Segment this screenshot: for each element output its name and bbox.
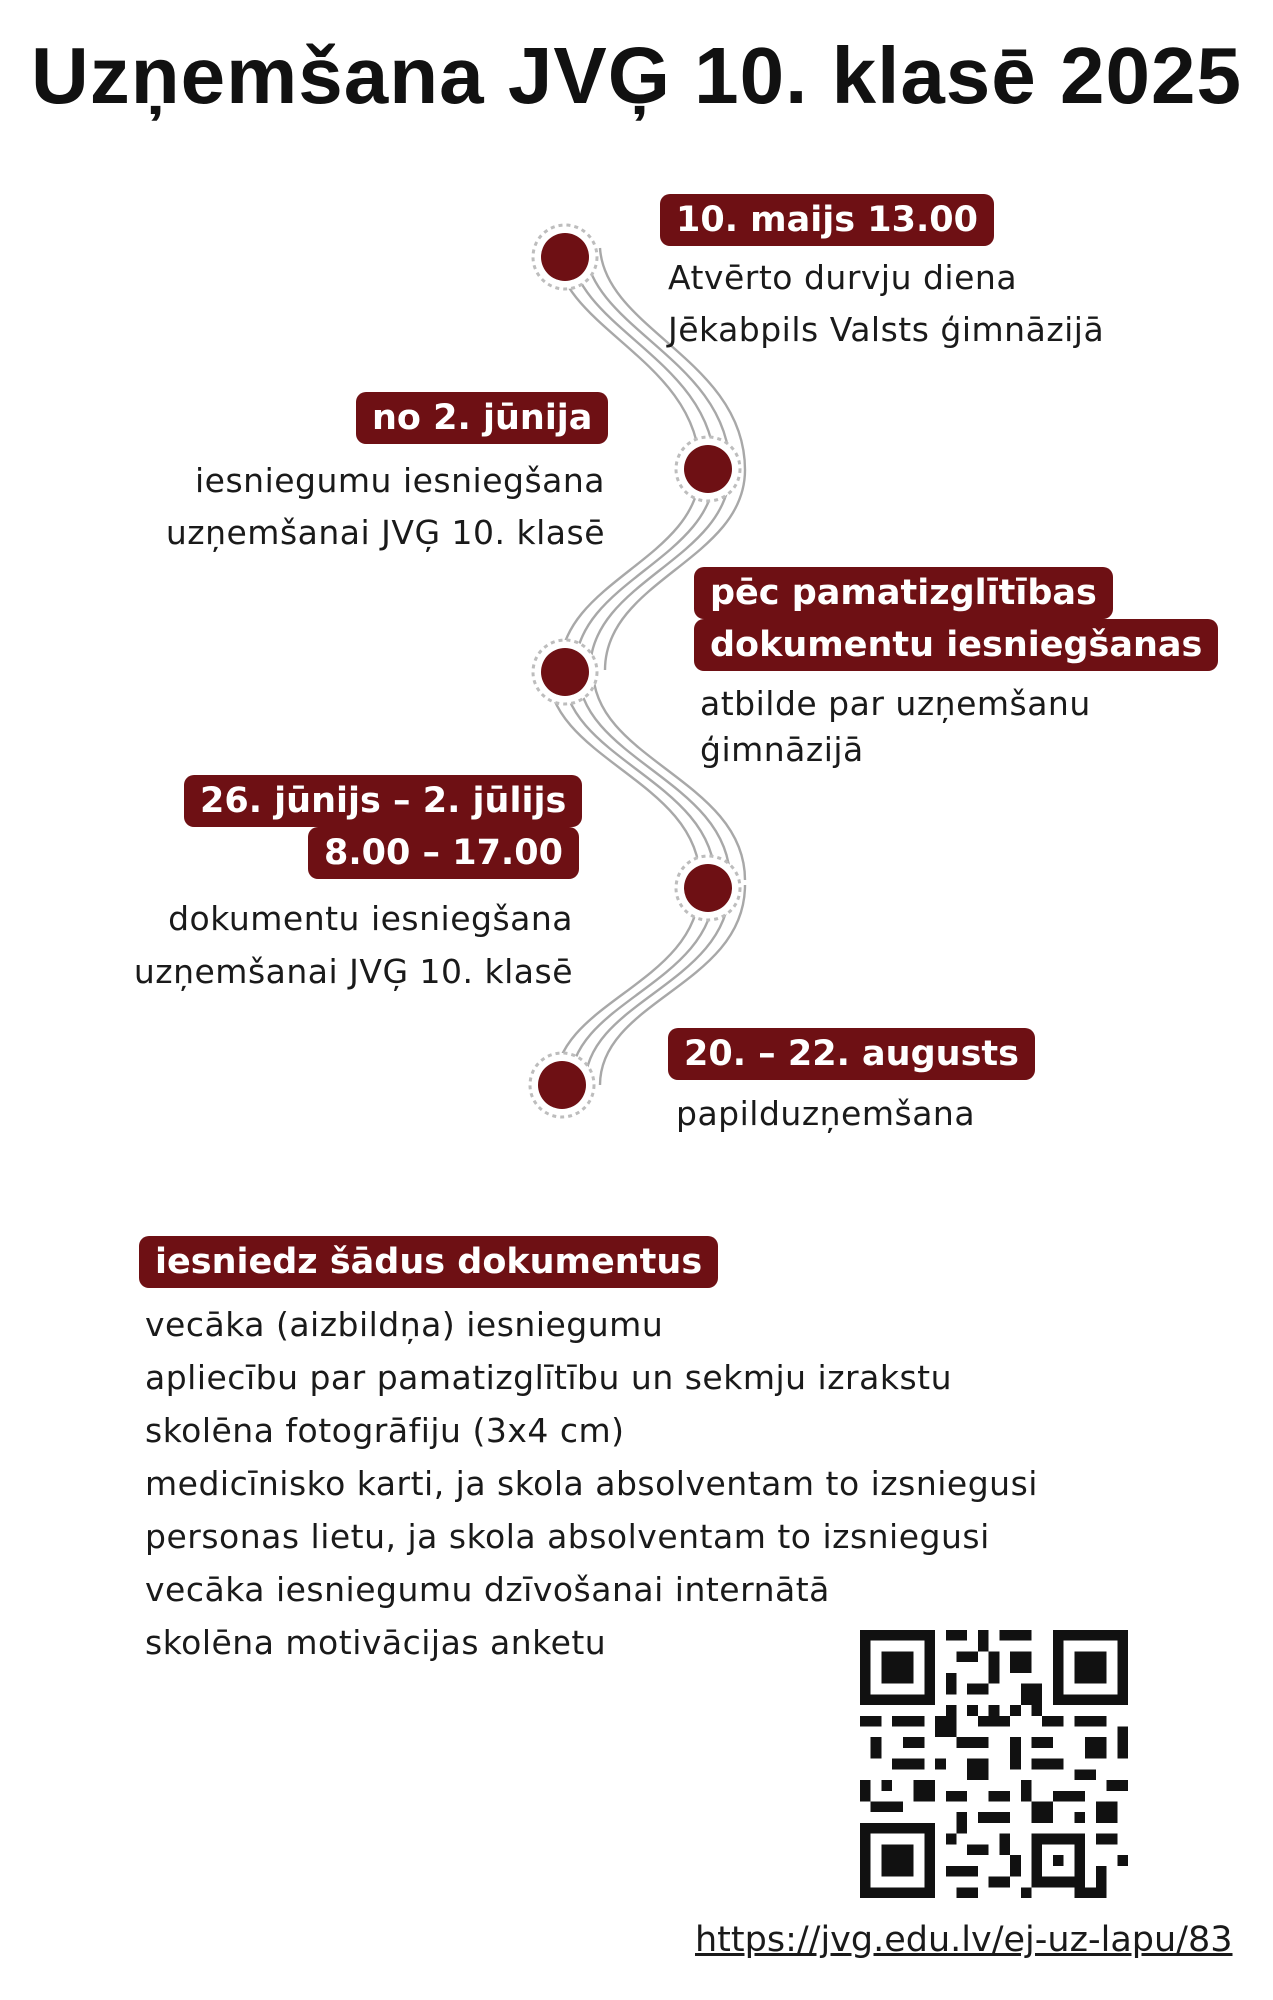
- event-4-line-1: dokumentu iesniegšana: [168, 899, 573, 938]
- document-item: medicīnisko karti, ja skola absolventam to izsniegusi: [145, 1464, 1038, 1503]
- document-item: skolēna fotogrāfiju (3x4 cm): [145, 1411, 625, 1450]
- timeline-node-5: [530, 1053, 594, 1117]
- timeline-node-1: [533, 225, 597, 289]
- event-1-line-2: Jēkabpils Valsts ģimnāzijā: [668, 310, 1105, 349]
- event-3-date-line-1: pēc pamatizglītības: [694, 567, 1113, 619]
- website-link[interactable]: https://jvg.edu.lv/ej-uz-lapu/83: [695, 1920, 1233, 1960]
- qr-code-icon[interactable]: [860, 1630, 1128, 1898]
- event-5-date: 20. – 22. augusts: [668, 1028, 1035, 1080]
- document-item: personas lietu, ja skola absolventam to izsniegusi: [145, 1517, 990, 1556]
- document-item: skolēna motivācijas anketu: [145, 1623, 607, 1662]
- event-1-line-1: Atvērto durvju diena: [668, 258, 1018, 297]
- event-1-date: 10. maijs 13.00: [660, 194, 994, 246]
- page-title: Uzņemšana JVĢ 10. klasē 2025: [31, 31, 1242, 120]
- event-4-date-line-1: 26. jūnijs – 2. jūlijs: [184, 775, 582, 827]
- event-2-line-1: iesniegumu iesniegšana: [194, 461, 605, 500]
- event-2-date: no 2. jūnija: [356, 392, 608, 444]
- timeline-node-3: [533, 640, 597, 704]
- event-3-date-line-2: dokumentu iesniegšanas: [694, 619, 1218, 671]
- timeline-node-2: [676, 437, 740, 501]
- documents-heading: iesniedz šādus dokumentus: [139, 1236, 718, 1288]
- event-4-line-2: uzņemšanai JVĢ 10. klasē: [133, 952, 573, 991]
- documents-list: [145, 1298, 1038, 1669]
- event-2-line-2: uzņemšanai JVĢ 10. klasē: [165, 513, 605, 552]
- document-item: apliecību par pamatizglītību un sekmju izrakstu: [145, 1358, 952, 1397]
- event-4-date-line-2: 8.00 – 17.00: [308, 827, 579, 879]
- event-3-line-2: ģimnāzijā: [700, 730, 864, 769]
- event-3-line-1: atbilde par uzņemšanu: [700, 684, 1091, 723]
- document-item: vecāka (aizbildņa) iesniegumu: [145, 1305, 664, 1344]
- event-5-line-1: papilduzņemšana: [676, 1094, 976, 1133]
- document-item: vecāka iesniegumu dzīvošanai internātā: [145, 1570, 830, 1609]
- timeline-node-4: [676, 856, 740, 920]
